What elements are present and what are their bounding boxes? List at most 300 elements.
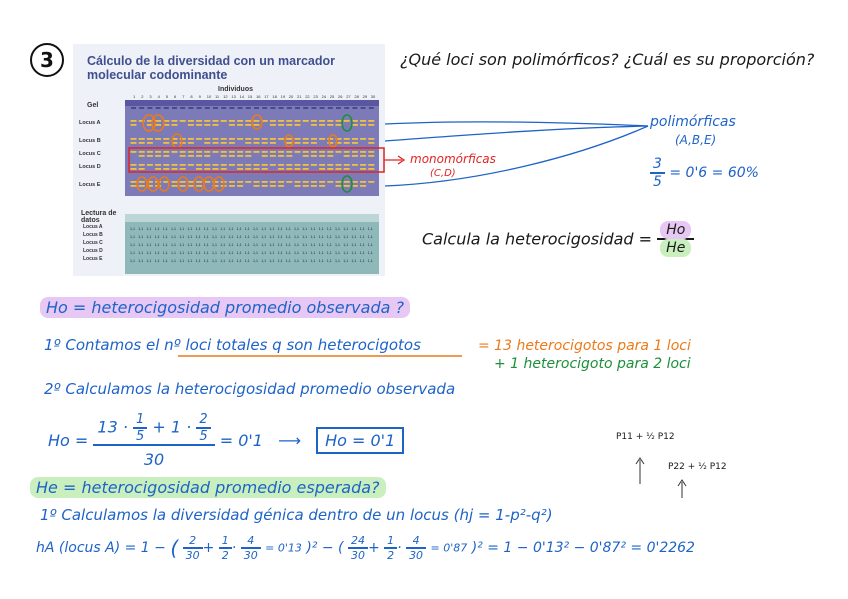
gel-band xyxy=(131,164,137,166)
genotype-cell: 1,1 xyxy=(335,227,340,231)
gel-band xyxy=(336,181,342,183)
gel-well xyxy=(287,107,292,109)
lane-number: 20 xyxy=(288,94,294,99)
gel-band xyxy=(270,120,276,122)
gel-band xyxy=(245,124,251,126)
gel-band xyxy=(237,124,243,126)
gel-band xyxy=(286,168,292,170)
gel-band xyxy=(163,151,169,153)
gel-band xyxy=(344,155,350,157)
gel-well xyxy=(352,107,357,109)
genotype-cell: 1,1 xyxy=(179,251,185,255)
gel-band xyxy=(270,124,276,126)
gel-band xyxy=(360,164,366,166)
gel-band xyxy=(163,138,169,140)
genotype-cell: 1,1 xyxy=(138,259,144,263)
genotype-cell: 1,1 xyxy=(195,235,201,239)
gel-band xyxy=(286,164,292,166)
genotype-cell: 1,1 xyxy=(261,243,267,247)
gel-band xyxy=(270,164,276,166)
genotype-cell: 1,1 xyxy=(302,251,308,255)
gel-band xyxy=(172,120,178,122)
gel-band xyxy=(245,142,251,144)
gel-band xyxy=(295,185,301,187)
gel-band xyxy=(303,185,309,187)
genotype-cell: 1,1 xyxy=(244,251,250,255)
lane-number: 1 xyxy=(133,94,136,99)
gel-band xyxy=(204,151,210,153)
gel-band xyxy=(319,120,325,122)
gel-well xyxy=(279,107,284,109)
gel-band xyxy=(245,151,251,153)
gel-well xyxy=(131,107,136,109)
he-definition: He = heterocigosidad promedio esperada? xyxy=(30,478,386,497)
genotype-cell: 1,1 xyxy=(187,227,193,231)
gel-band xyxy=(286,181,292,183)
gel-band xyxy=(221,142,227,144)
genotype-cell: 1,1 xyxy=(326,243,332,247)
gel-band xyxy=(311,181,317,183)
genotype-cell: 1,1 xyxy=(367,243,373,247)
genotype-cell: 1,1 xyxy=(203,227,209,231)
genotype-cell: 1,1 xyxy=(212,227,217,231)
data-locus-b: Locus B xyxy=(83,232,103,238)
genotype-cell: 1,1 xyxy=(367,227,373,231)
genotype-cell: 1,1 xyxy=(310,235,316,239)
gel-band xyxy=(204,164,210,166)
gel-band xyxy=(180,181,186,183)
genotype-cell: 1,1 xyxy=(318,259,324,263)
genotype-cell: 1,1 xyxy=(318,243,324,247)
gel-band xyxy=(188,142,194,144)
gel-band xyxy=(180,120,186,122)
gel-well xyxy=(164,107,169,109)
gel-band xyxy=(278,120,284,122)
gel-band xyxy=(196,151,202,153)
lane-number: 28 xyxy=(354,94,359,99)
genotype-cell: 1,1 xyxy=(253,251,258,255)
ho-formula: Ho = 13 · $\frac{1}{5}$ + 1 · $\frac{2}{5}$ 30 = 0'1 ⟶ Ho = 0'1 xyxy=(48,412,404,469)
gel-band xyxy=(254,164,260,166)
gel-well xyxy=(238,107,243,109)
gel-band xyxy=(229,181,235,183)
gel-band xyxy=(245,120,251,122)
lane-number: 14 xyxy=(239,94,245,99)
genotype-cell: 1,1 xyxy=(285,243,291,247)
gel-well xyxy=(246,107,251,109)
gel-band xyxy=(204,155,210,157)
gel-band xyxy=(311,185,317,187)
gel-band xyxy=(327,138,333,140)
gel-band xyxy=(155,138,161,140)
genotype-cell: 1,1 xyxy=(138,243,144,247)
gel-band xyxy=(352,120,358,122)
gel-band xyxy=(196,124,202,126)
gel-well xyxy=(139,107,144,109)
gel-band xyxy=(139,185,145,187)
gel-band xyxy=(237,151,243,153)
gel-band xyxy=(204,142,210,144)
gel-band xyxy=(196,168,202,170)
gel-band xyxy=(368,168,374,170)
gel-band xyxy=(245,155,251,157)
gel-band xyxy=(319,138,325,140)
gel-band xyxy=(196,120,202,122)
gel-band xyxy=(196,138,202,140)
genotype-cell: 1,1 xyxy=(359,227,365,231)
gel-well xyxy=(221,107,226,109)
polimorficas-loci: (A,B,E) xyxy=(675,133,717,147)
genotype-cell: 1,1 xyxy=(203,235,209,239)
genotype-cell: 1,1 xyxy=(269,235,275,239)
gel-band xyxy=(336,185,342,187)
genotype-cell: 1,1 xyxy=(212,243,217,247)
genotype-cell: 1,1 xyxy=(162,243,168,247)
genotype-cell: 1,1 xyxy=(269,251,275,255)
gel-band xyxy=(237,120,243,122)
gel-band xyxy=(147,142,153,144)
ho-result-box: Ho = 0'1 xyxy=(316,427,404,454)
gel-band xyxy=(237,168,243,170)
genotype-cell: 1,1 xyxy=(359,259,365,263)
genotype-cell: 1,1 xyxy=(261,259,267,263)
gel-band xyxy=(368,142,374,144)
gel-well xyxy=(336,107,341,109)
genotype-cell: 1,1 xyxy=(302,235,308,239)
gel-band xyxy=(286,124,292,126)
gel-band xyxy=(327,142,333,144)
genotype-cell: 1,1 xyxy=(146,259,152,263)
gel-band xyxy=(311,138,317,140)
genotype-cell: 1,1 xyxy=(244,227,250,231)
gel-band xyxy=(360,120,366,122)
gel-band xyxy=(344,168,350,170)
gel-band xyxy=(278,155,284,157)
genotype-cell: 1,1 xyxy=(138,251,144,255)
gel-band xyxy=(147,155,153,157)
gel-band xyxy=(352,164,358,166)
gel-band xyxy=(336,151,342,153)
ha-formula: hA (locus A) = 1 − ( $\frac{2}{30}$ + $\frac{1}{2}$ · $\frac{4}{30}$ = 0'13 )² − ( $\frac{24}{30}$ + $\frac{1}{2}$ · $\frac{4}{30}$ = 0'87 )² = 1 − 0'13² − 0'87² = 0'2262 xyxy=(36,534,695,562)
gel-band xyxy=(196,155,202,157)
question-text: ¿Qué loci son polimórficos? ¿Cuál es su proporción? xyxy=(400,50,815,69)
genotype-cell: 1,1 xyxy=(302,259,308,263)
gel-band xyxy=(163,142,169,144)
gel-well xyxy=(270,107,275,109)
lane-number: 27 xyxy=(346,94,351,99)
gel-band xyxy=(163,155,169,157)
gel-locus-d: Locus D xyxy=(79,164,101,170)
genotype-cell: 1,1 xyxy=(236,259,242,263)
gel-band xyxy=(139,138,145,140)
gel-band xyxy=(254,151,260,153)
gel-band xyxy=(344,185,350,187)
gel-band xyxy=(368,155,374,157)
genotype-cell: 1,1 xyxy=(146,251,152,255)
lane-number: 12 xyxy=(223,94,228,99)
gel-band xyxy=(213,142,219,144)
gel-band xyxy=(245,181,251,183)
gel-band xyxy=(270,151,276,153)
genotype-cell: 1,1 xyxy=(203,259,209,263)
gel-band xyxy=(213,164,219,166)
gel-band xyxy=(262,168,268,170)
genotype-cell: 1,1 xyxy=(318,235,324,239)
genotype-cell: 1,1 xyxy=(277,243,283,247)
gel-band xyxy=(295,142,301,144)
genotype-cell: 1,1 xyxy=(326,227,332,231)
gel-band xyxy=(352,151,358,153)
gel-band xyxy=(229,151,235,153)
gel-band xyxy=(327,151,333,153)
genotype-cell: 1,1 xyxy=(162,227,168,231)
genotype-cell: 1,1 xyxy=(253,243,258,247)
gel-well xyxy=(295,107,300,109)
genotype-cell: 1,1 xyxy=(171,243,176,247)
genotype-cell: 1,1 xyxy=(351,259,357,263)
genotype-cell: 1,1 xyxy=(294,243,299,247)
gel-well xyxy=(254,107,259,109)
genotype-cell: 1,1 xyxy=(261,227,267,231)
gel-band xyxy=(295,124,301,126)
gel-band xyxy=(237,181,243,183)
gel-band xyxy=(286,138,292,140)
gel-band xyxy=(336,124,342,126)
gel-band xyxy=(229,142,235,144)
gel-band xyxy=(327,155,333,157)
gel-band xyxy=(139,142,145,144)
gel-band xyxy=(344,164,350,166)
gel-band xyxy=(278,168,284,170)
gel-band xyxy=(163,164,169,166)
lane-number: 6 xyxy=(174,94,177,99)
gel-band xyxy=(139,151,145,153)
genotype-cell: 1,1 xyxy=(310,227,316,231)
gel-well xyxy=(172,107,177,109)
gel-well xyxy=(320,107,325,109)
gel-well xyxy=(180,107,185,109)
genotype-cell: 1,1 xyxy=(146,227,152,231)
gel-well xyxy=(197,107,202,109)
gel-band xyxy=(131,142,137,144)
lane-number: 5 xyxy=(165,94,169,99)
lane-number: 7 xyxy=(182,94,185,99)
gel-band xyxy=(352,142,358,144)
gel-band xyxy=(180,185,186,187)
genotype-cell: 1,1 xyxy=(220,243,226,247)
genotype-cell: 1,1 xyxy=(130,235,135,239)
data-locus-d: Locus D xyxy=(83,248,103,254)
genotype-cell: 1,1 xyxy=(335,243,340,247)
gel-band xyxy=(270,155,276,157)
genotype-cell: 1,1 xyxy=(171,227,176,231)
gel-band xyxy=(155,168,161,170)
genotype-cell: 1,1 xyxy=(277,251,283,255)
gel-band xyxy=(336,120,342,122)
gel-band xyxy=(360,185,366,187)
genotype-cell: 1,1 xyxy=(146,235,152,239)
lane-number: 30 xyxy=(370,94,376,99)
genotype-cell: 1,1 xyxy=(146,243,152,247)
polimorficas-label: polimórficas xyxy=(650,114,736,130)
genotype-cell: 1,1 xyxy=(359,251,365,255)
genotype-cell: 1,1 xyxy=(195,243,201,247)
gel-band xyxy=(311,142,317,144)
genotype-cell: 1,1 xyxy=(335,251,340,255)
gel-band xyxy=(295,168,301,170)
genotype-cell: 1,1 xyxy=(261,251,267,255)
gel-band xyxy=(327,164,333,166)
gel-band xyxy=(278,124,284,126)
proportion-result: = 0'6 = 60% xyxy=(669,165,759,181)
gel-band xyxy=(319,155,325,157)
genotype-cell: 1,1 xyxy=(302,243,308,247)
gel-band xyxy=(172,151,178,153)
gel-band xyxy=(196,185,202,187)
gel-band xyxy=(303,142,309,144)
gel-well xyxy=(369,107,374,109)
genotype-cell: 1,1 xyxy=(187,235,193,239)
gel-band xyxy=(327,168,333,170)
gel-band xyxy=(368,164,374,166)
gel-band xyxy=(155,124,161,126)
gel-band xyxy=(196,181,202,183)
gel-band xyxy=(278,138,284,140)
genotype-cell: 1,1 xyxy=(294,227,299,231)
gel-label: Gel xyxy=(87,102,99,109)
gel-band xyxy=(278,164,284,166)
gel-band xyxy=(221,155,227,157)
gel-band xyxy=(319,185,325,187)
genotype-cell: 1,1 xyxy=(236,251,242,255)
gel-band xyxy=(229,155,235,157)
genotype-cell: 1,1 xyxy=(179,235,185,239)
gel-locus-e: Locus E xyxy=(79,182,101,188)
lane-number: 22 xyxy=(305,94,310,99)
gel-band xyxy=(319,181,325,183)
gel-band xyxy=(254,142,260,144)
gel-locus-b: Locus B xyxy=(79,138,101,144)
gel-band xyxy=(188,120,194,122)
gel-band xyxy=(303,120,309,122)
gel-band xyxy=(229,138,235,140)
gel-band xyxy=(180,168,186,170)
gel-well xyxy=(361,107,366,109)
gel-band xyxy=(360,181,366,183)
genotype-cell: 1,1 xyxy=(343,259,349,263)
gel-band xyxy=(204,120,210,122)
genotype-cell: 1,1 xyxy=(310,259,316,263)
gel-band xyxy=(344,181,350,183)
gel-band xyxy=(237,138,243,140)
genotype-cell: 1,1 xyxy=(179,243,185,247)
gel-band xyxy=(131,151,137,153)
genotype-cell: 1,1 xyxy=(367,235,373,239)
genotype-cell: 1,1 xyxy=(212,235,217,239)
gel-band xyxy=(360,155,366,157)
genotype-cell: 1,1 xyxy=(130,227,135,231)
gel-band xyxy=(303,151,309,153)
gel-band xyxy=(368,138,374,140)
gel-band xyxy=(311,151,317,153)
genotype-cell: 1,1 xyxy=(253,259,258,263)
genotype-cell: 1,1 xyxy=(310,243,316,247)
genotype-cell: 1,1 xyxy=(343,235,349,239)
gel-band xyxy=(360,124,366,126)
gel-band xyxy=(278,185,284,187)
genotype-cell: 1,1 xyxy=(351,235,357,239)
gel-band xyxy=(188,185,194,187)
gel-band xyxy=(213,138,219,140)
genotype-cell: 1,1 xyxy=(195,251,201,255)
gel-band xyxy=(188,138,194,140)
gel-band xyxy=(311,155,317,157)
gel-band xyxy=(344,120,350,122)
genotype-cell: 1,1 xyxy=(335,235,340,239)
gel-band xyxy=(147,164,153,166)
genotype-cell: 1,1 xyxy=(228,235,234,239)
gel-band xyxy=(155,151,161,153)
genotype-cell: 1,1 xyxy=(154,235,160,239)
gel-band xyxy=(295,164,301,166)
genotype-cell: 1,1 xyxy=(179,227,185,231)
genotype-cell: 1,1 xyxy=(244,259,250,263)
gel-band xyxy=(368,151,374,153)
gel-band xyxy=(213,151,219,153)
genotype-cell: 1,1 xyxy=(212,251,217,255)
genotype-cell: 1,1 xyxy=(130,251,135,255)
gel-band xyxy=(270,142,276,144)
genotype-cell: 1,1 xyxy=(220,227,226,231)
genotype-cell: 1,1 xyxy=(269,227,275,231)
genotype-cell: 1,1 xyxy=(351,227,357,231)
gel-band xyxy=(221,151,227,153)
genotype-cell: 1,1 xyxy=(130,259,135,263)
genotype-cell: 1,1 xyxy=(294,259,299,263)
gel-band xyxy=(344,138,350,140)
genotype-cell: 1,1 xyxy=(236,235,242,239)
gel-band xyxy=(254,181,260,183)
gel-band xyxy=(196,164,202,166)
gel-band xyxy=(311,164,317,166)
gel-band xyxy=(221,120,227,122)
genotype-cell: 1,1 xyxy=(285,251,291,255)
gel-band xyxy=(139,155,145,157)
genotype-cell: 1,1 xyxy=(236,227,242,231)
calcula-heterocigosidad: Calcula la heterocigosidad = $\frac{Ho}{He}$ xyxy=(422,222,694,256)
step1-green: + 1 heterocigoto para 2 loci xyxy=(494,356,691,372)
genotype-cell: 1,1 xyxy=(302,227,308,231)
genotype-cell: 1,1 xyxy=(228,243,234,247)
step1-text: 1º Contamos el nº loci totales q son heterocigotos xyxy=(44,336,421,354)
gel-band xyxy=(131,185,137,187)
gel-band xyxy=(295,181,301,183)
gel-band xyxy=(139,168,145,170)
genotype-cell: 1,1 xyxy=(171,251,176,255)
lane-number: 2 xyxy=(141,94,144,99)
gel-band xyxy=(254,185,260,187)
gel-band xyxy=(319,168,325,170)
gel-band xyxy=(213,124,219,126)
gel-band xyxy=(254,124,260,126)
genotype-cell: 1,1 xyxy=(228,259,234,263)
genotype-cell: 1,1 xyxy=(220,235,226,239)
gel-band xyxy=(360,151,366,153)
he-step1: 1º Calculamos la diversidad génica dentro de un locus (hj = 1-p²-q²) xyxy=(40,506,553,524)
gel-band xyxy=(286,120,292,122)
gel-band xyxy=(204,138,210,140)
step1-orange: = 13 heterocigotos para 1 loci xyxy=(478,338,691,354)
